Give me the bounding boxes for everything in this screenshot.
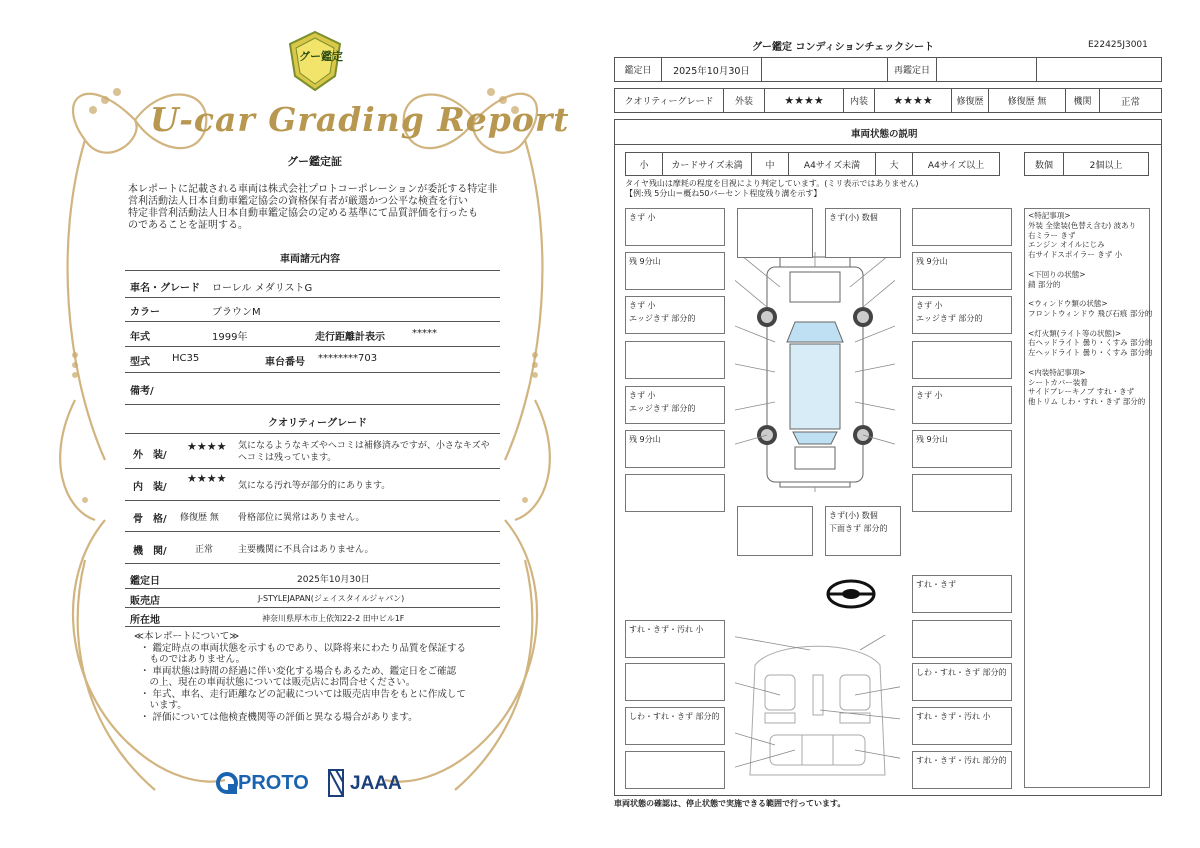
legend-label: A4サイズ未満: [803, 160, 861, 171]
jaaa-logo-icon: [325, 768, 347, 798]
type-label: 型式: [130, 357, 150, 368]
year-label: 年式: [130, 332, 150, 343]
int-label: 内装: [849, 97, 868, 107]
cert-intro: [128, 184, 497, 232]
quality-heading: クオリティーグレード: [268, 418, 367, 429]
steering-wheel-icon: [826, 578, 876, 610]
date-label-cell: [614, 57, 662, 82]
damage-text: きず 小: [629, 213, 656, 222]
legend-label: 大: [889, 160, 899, 171]
script-title: U-car Grading Report: [150, 100, 570, 139]
damage-box: [625, 341, 725, 379]
damage-text: 残 9分山: [629, 435, 661, 444]
sheet-footer: 車両状態の確認は、停止状態で実施できる範囲で行っています。: [614, 799, 846, 808]
damage-box: [625, 620, 725, 658]
legend-cell: [662, 152, 752, 176]
damage-text: きず(小) 数個: [829, 511, 878, 520]
int-stars: ★★★★: [893, 94, 933, 107]
ext-stars-cell: [764, 88, 844, 113]
intro-line: のであることを証明する。: [128, 220, 248, 231]
note-line: <灯火類(ライト等の状態)>: [1028, 328, 1122, 338]
eng-value-cell: [1099, 88, 1162, 113]
sheet-code: E22425J3001: [1088, 40, 1148, 50]
empty-cell: [761, 57, 888, 82]
ext-label-cell: [723, 88, 765, 113]
frame-value: 修復歴 無: [180, 513, 219, 523]
damage-text: 残 9分山: [916, 257, 948, 266]
damage-box: [912, 430, 1012, 468]
ext-label: 外装: [734, 97, 753, 107]
damage-box: [625, 663, 725, 701]
sheet-title: グー鑑定 コンディションチェックシート: [752, 42, 935, 53]
date-value: 2025年10月30日: [297, 575, 370, 585]
date-label: 鑑定日: [624, 66, 652, 76]
damage-box: [625, 252, 725, 290]
note-spacer: [1028, 260, 1146, 270]
legend-label: カードサイズ未満: [671, 160, 743, 171]
about-line: の上、現在の車両状態については販売店にお問合せください。: [140, 677, 416, 688]
year-value: 1999年: [212, 332, 248, 343]
damage-text: すれ・きず: [916, 580, 956, 589]
special-notes: [1024, 208, 1153, 788]
damage-box: [737, 208, 813, 258]
damage-box: [625, 751, 725, 789]
frame-label: 骨 格/: [133, 514, 167, 525]
note-line: <内装特記事項>: [1028, 367, 1086, 377]
note-line: サイドブレーキノブ すれ・きず: [1028, 387, 1135, 397]
damage-box: [625, 208, 725, 246]
note-line: <下回りの状態>: [1028, 269, 1086, 279]
eng-value: 正常: [1120, 96, 1140, 108]
damage-text: すれ・きず・汚れ 小: [629, 625, 704, 634]
note-line: 右サイドスポイラー きず 小: [1028, 250, 1123, 260]
chassis-value: ********703: [318, 353, 378, 364]
engine-value: 正常: [195, 545, 214, 555]
dealer-value: J-STYLEJAPAN(ジェイスタイルジャパン): [258, 594, 405, 603]
damage-box: [912, 575, 1012, 613]
model-label: 車名・グレード: [130, 283, 200, 294]
about-line: ・ 車両状態は時間の経過に伴い変化する場合もあるため、鑑定日をご確認: [140, 665, 457, 677]
damage-box: [912, 751, 1012, 789]
note-spacer: [1028, 319, 1146, 329]
exterior-label: 外 装/: [133, 450, 167, 461]
about-item: [140, 689, 466, 712]
legend-cell: [912, 152, 1000, 176]
damage-box: [912, 620, 1012, 658]
damage-box: [912, 341, 1012, 379]
about-line: ・ 評価については他検査機関等の評価と異なる場合があります。: [140, 711, 418, 723]
ext-stars: ★★★★: [784, 94, 824, 107]
comment-line: 気になるようなキズやヘコミは補修済みですが、小さなキズや: [238, 441, 490, 451]
int-stars-cell: [874, 88, 952, 113]
damage-box: [825, 506, 901, 556]
legend-cell: [751, 152, 789, 176]
chassis-label: 車台番号: [265, 357, 305, 368]
note-line: <特記事項>: [1028, 211, 1071, 220]
count-label-cell: [1024, 152, 1064, 176]
exterior-comment: [238, 440, 490, 464]
damage-box: [912, 663, 1012, 701]
note-line: 他トリム しわ・すれ・きず 部分的: [1028, 397, 1146, 407]
about-item: [140, 643, 466, 666]
damage-text: しわ・すれ・きず 部分的: [916, 668, 1007, 677]
legend-label: 小: [639, 160, 649, 171]
note-line: 右ミラー きず: [1028, 230, 1076, 240]
damage-box: [625, 474, 725, 512]
address-value: 神奈川県厚木市上依知22-2 田中ビル1F: [262, 614, 405, 623]
type-value: HC35: [172, 353, 200, 364]
count-value: 2個以上: [1089, 160, 1123, 171]
damage-text: 残 9分山: [629, 257, 661, 266]
damage-text: 下面きず 部分的: [829, 524, 888, 533]
frame-comment: 骨格部位に異常はありません。: [238, 513, 365, 523]
note-line: 外装 全塗装(色替え含む) 波あり: [1028, 220, 1137, 230]
note-line: 左ヘッドライト 曇り・くすみ 部分的: [1028, 348, 1153, 358]
specs-heading: 車両諸元内容: [280, 254, 340, 265]
damage-text: きず(小) 数個: [829, 213, 878, 222]
proto-logo-icon: [216, 772, 238, 796]
note-line: フロントウィンドウ 飛び石痕 部分的: [1028, 308, 1153, 318]
damage-box: [912, 386, 1012, 424]
about-heading: ≪本レポートについて≫: [134, 631, 240, 642]
note-line: 右ヘッドライト 曇り・くすみ 部分的: [1028, 338, 1153, 348]
damage-text: すれ・きず・汚れ 小: [916, 712, 991, 721]
about-line: ・ 年式、車名、走行距離などの記載については販売店申告をもとに作成して: [140, 688, 466, 700]
exterior-stars: ★★★★: [187, 440, 227, 453]
note-line: エンジン オイルにじみ: [1028, 240, 1105, 250]
damage-text: きず 小: [916, 301, 943, 310]
damage-box: [625, 430, 725, 468]
date-label: 鑑定日: [130, 576, 160, 587]
engine-comment: 主要機関に不具合はありません。: [238, 545, 374, 555]
damage-box: [912, 707, 1012, 745]
about-line: ものではありません。: [140, 654, 246, 665]
tire-note-line: 【例:残 5分山＝概ね50パーセント程度残り溝を示す】: [625, 189, 822, 198]
recheck-label: 再鑑定日: [893, 66, 930, 76]
remarks-label: 備考/: [130, 386, 154, 397]
damage-text: 残 9分山: [916, 435, 948, 444]
dealer-label: 販売店: [130, 596, 160, 607]
legend-cell: [788, 152, 876, 176]
date-value: 2025年10月30日: [673, 65, 750, 77]
legend-label: A4サイズ以上: [927, 160, 985, 171]
recheck-value-cell: [936, 57, 1037, 82]
damage-text: しわ・すれ・きず 部分的: [629, 712, 720, 721]
damage-box: [625, 707, 725, 745]
rep-value: 修復歴 無: [1007, 97, 1047, 107]
damage-text: エッジきず 部分的: [629, 314, 696, 323]
legend-cell: [625, 152, 663, 176]
note-spacer: [1028, 358, 1146, 368]
damage-box: [912, 208, 1012, 246]
model-value: ローレル メダリストG: [212, 283, 313, 294]
proto-logo: PROTO: [238, 772, 309, 794]
rep-label-cell: [951, 88, 989, 113]
mileage-label: 走行距離計表示: [315, 332, 385, 343]
about-item: [140, 666, 466, 689]
interior-stars: ★★★★: [187, 472, 227, 485]
section-title: 車両状態の説明: [851, 129, 918, 140]
damage-box: [737, 506, 813, 556]
damage-text: エッジきず 部分的: [916, 314, 983, 323]
color-label: カラー: [130, 307, 160, 318]
goo-logo-text: グー鑑定: [299, 50, 343, 63]
damage-text: エッジきず 部分的: [629, 404, 696, 413]
int-label-cell: [843, 88, 875, 113]
comment-line: ヘコミは残っています。: [238, 453, 337, 463]
note-line: シートカバー装着: [1028, 377, 1088, 387]
eng-label: 機関: [1073, 97, 1092, 107]
count-value-cell: [1063, 152, 1149, 176]
about-section: [134, 631, 467, 723]
mileage-value: *****: [412, 328, 437, 339]
rep-label: 修復歴: [956, 97, 984, 107]
legend-cell: [875, 152, 913, 176]
interior-label: 内 装/: [133, 482, 167, 493]
interior-comment: 気になる汚れ等が部分的にあります。: [238, 481, 391, 491]
damage-text: きず 小: [916, 391, 943, 400]
note-spacer: [1028, 289, 1146, 299]
about-line: います。: [140, 700, 187, 711]
count-label: 数個: [1034, 160, 1053, 171]
tire-note-line: タイヤ残山は摩耗の程度を目視により判定しています。(ミリ表示ではありません): [625, 179, 919, 188]
date-value-cell: [661, 57, 762, 82]
damage-box: [912, 252, 1012, 290]
rep-value-cell: [988, 88, 1066, 113]
note-line: 錆 部分的: [1028, 279, 1061, 289]
damage-box: [825, 208, 901, 258]
qg-label-cell: [614, 88, 724, 113]
car-exterior-diagram: [735, 252, 895, 492]
intro-line: 営利活動法人日本自動車鑑定協会の資格保有者が厳選かつ公平な検査を行い: [128, 196, 468, 207]
damage-text: きず 小: [629, 391, 656, 400]
eng-label-cell: [1065, 88, 1100, 113]
damage-box: [912, 296, 1012, 334]
damage-box: [625, 296, 725, 334]
color-value: ブラウンM: [212, 307, 261, 318]
empty-cell: [1036, 57, 1162, 82]
qg-label: クオリティーグレード: [624, 97, 714, 107]
about-item: [140, 712, 466, 724]
damage-text: きず 小: [629, 301, 656, 310]
recheck-label-cell: [887, 57, 937, 82]
legend-label: 中: [765, 160, 775, 171]
about-line: ・ 鑑定時点の車両状態を示すものであり、以降将来にわたり品質を保証する: [140, 642, 467, 654]
jaaa-logo: JAAA: [350, 773, 402, 794]
car-interior-diagram: [735, 635, 900, 780]
tire-note: [625, 179, 918, 199]
engine-label: 機 関/: [133, 546, 167, 557]
damage-text: すれ・きず・汚れ 部分的: [916, 756, 1007, 765]
address-label: 所在地: [130, 615, 160, 626]
cert-subtitle: グー鑑定証: [287, 155, 342, 168]
damage-box: [912, 474, 1012, 512]
intro-line: 特定非営利活動法人日本自動車鑑定協会の定める基準にて品質評価を行ったも: [128, 208, 478, 219]
intro-line: 本レポートに記載される車両は株式会社プロトコーポレーションが委託する特定非: [128, 184, 498, 195]
note-line: <ウィンドウ類の状態>: [1028, 299, 1108, 309]
damage-box: [625, 386, 725, 424]
